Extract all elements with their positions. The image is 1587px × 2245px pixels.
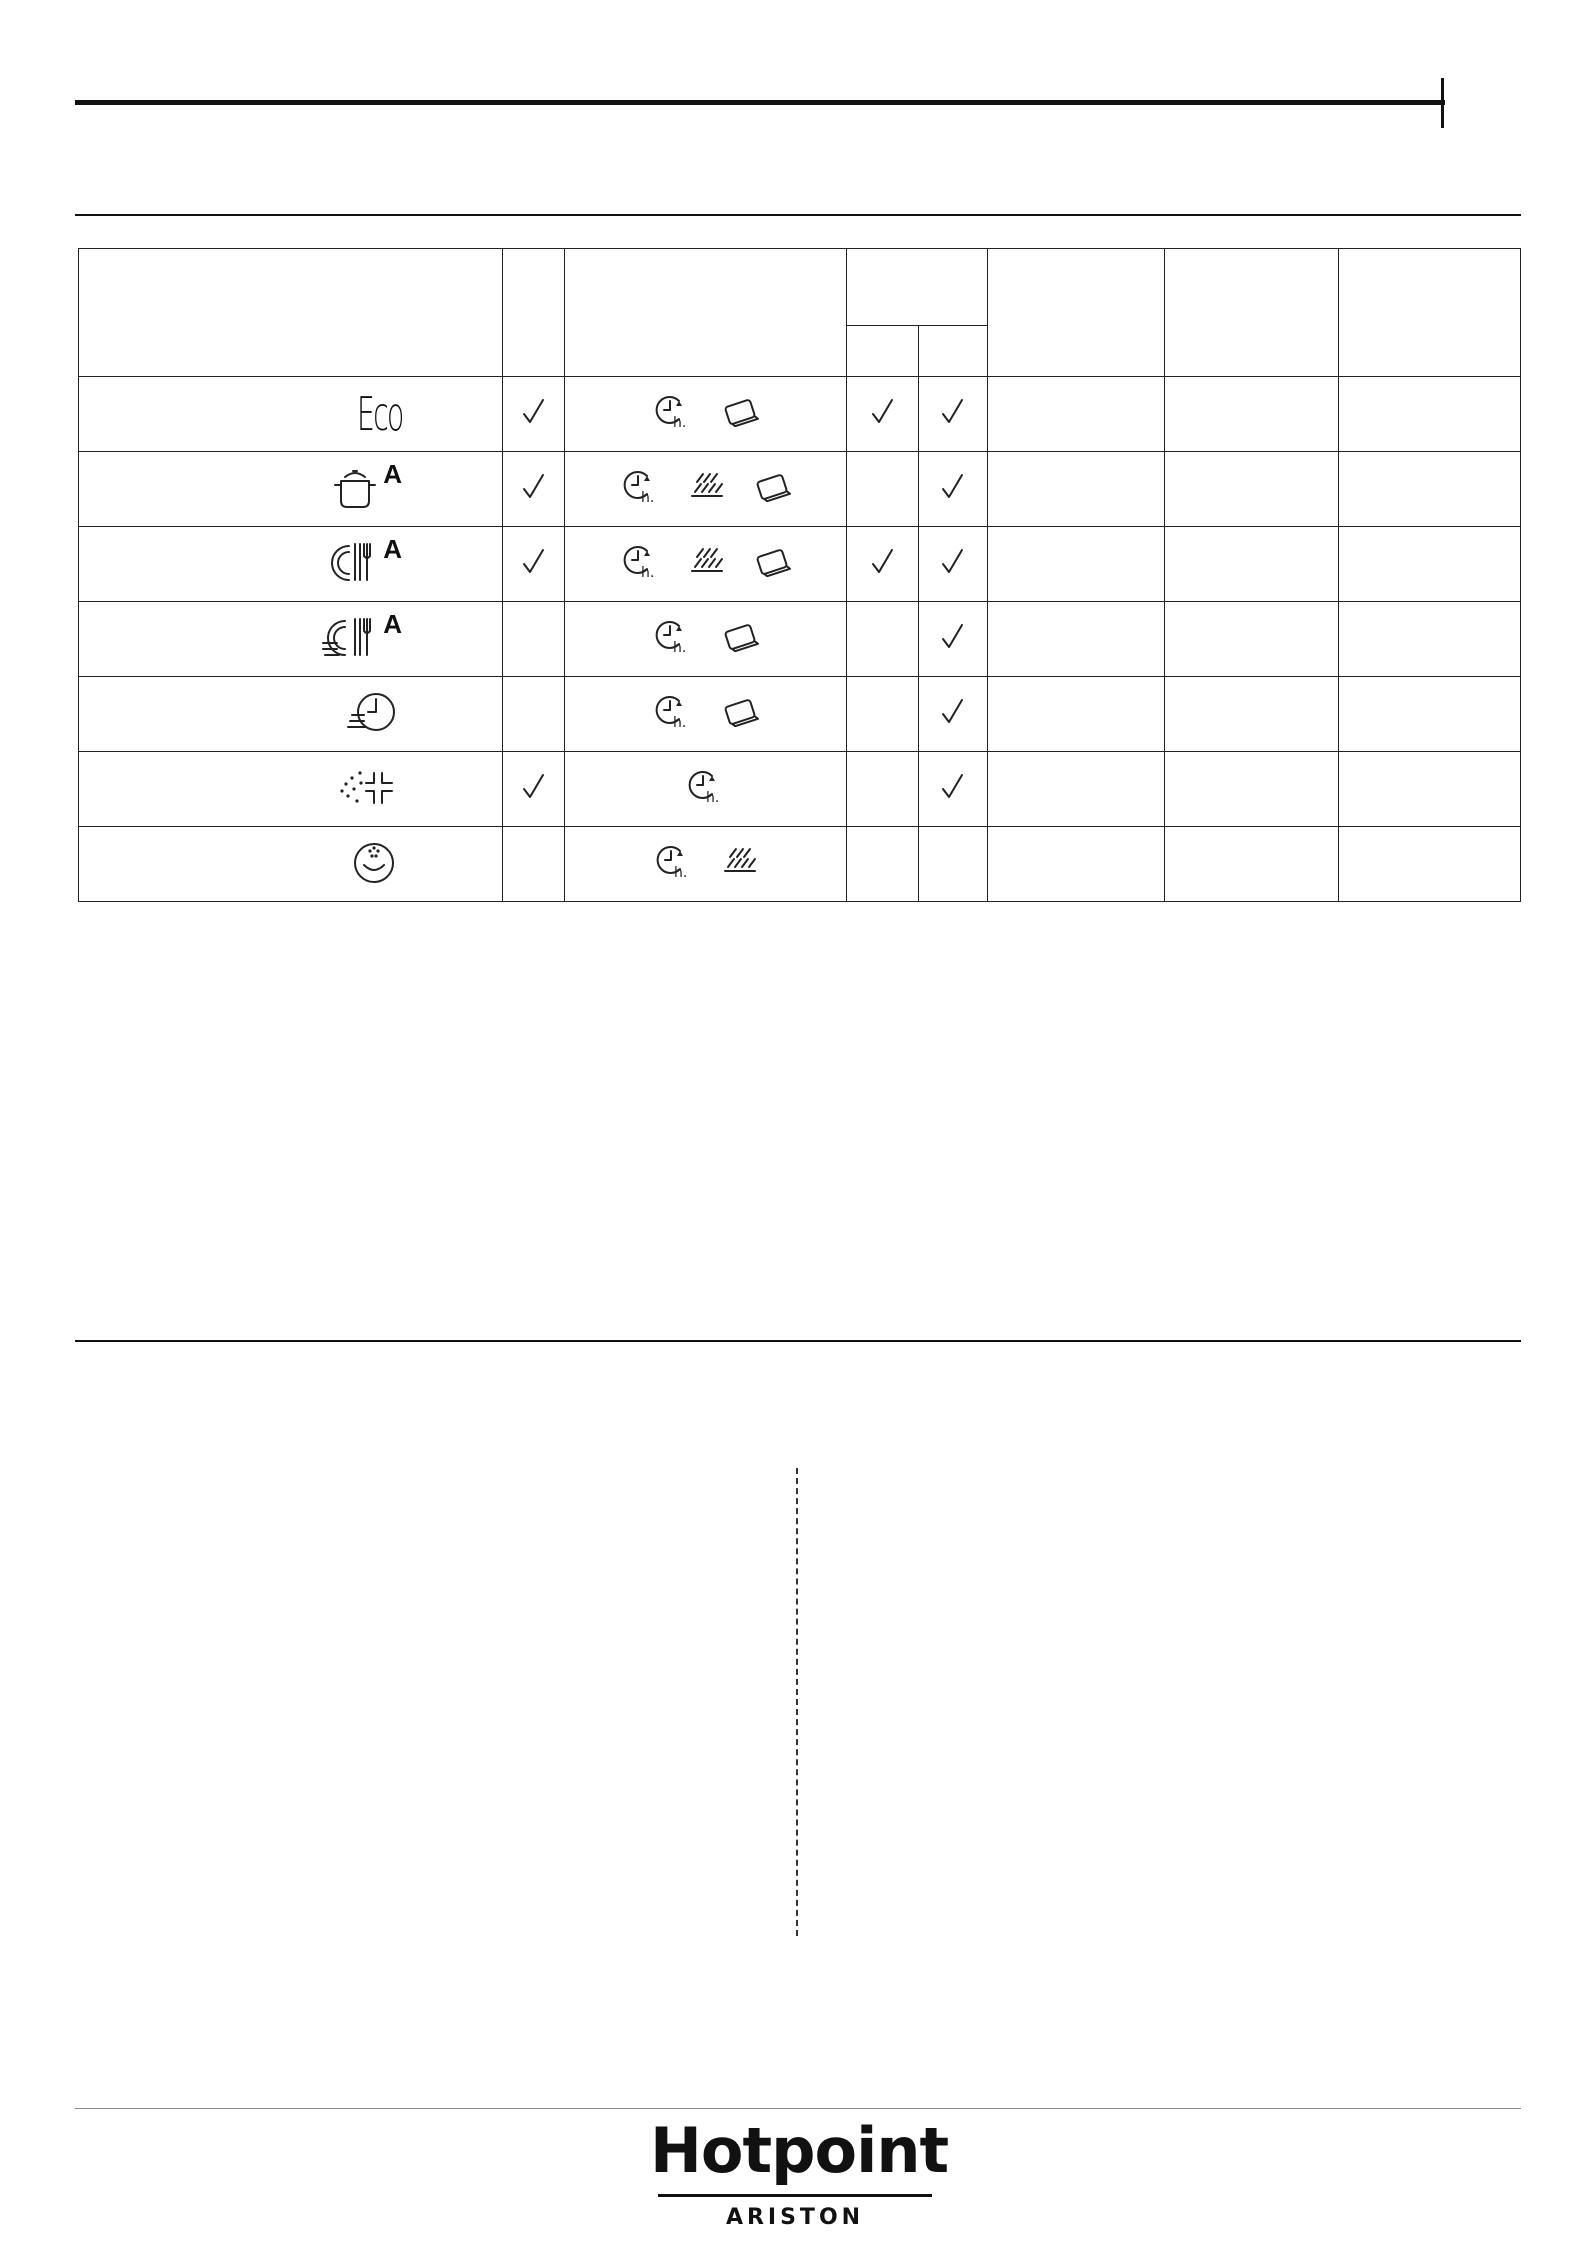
programme-cell [79, 527, 503, 602]
programme-row [79, 602, 1521, 677]
col7-cell [1339, 827, 1521, 902]
header-col5 [988, 249, 1165, 377]
programme-cell [79, 677, 503, 752]
check-icon [521, 472, 547, 502]
col7-cell [1339, 677, 1521, 752]
col6-cell [1165, 752, 1339, 827]
col4-cell [919, 602, 988, 677]
programme-symbol [329, 387, 403, 441]
col4-cell [919, 677, 988, 752]
half-load-icon [689, 472, 725, 502]
col5-cell [988, 752, 1165, 827]
check-icon [870, 397, 896, 427]
header-sub-a [847, 326, 919, 377]
col5-cell [988, 377, 1165, 452]
col4-cell [919, 527, 988, 602]
programme-row [79, 527, 1521, 602]
options-icons [653, 618, 759, 656]
delay-timer-icon [654, 843, 694, 881]
programme-cell [79, 377, 503, 452]
col3-cell [847, 752, 919, 827]
col3-cell [847, 527, 919, 602]
programme-row [79, 377, 1521, 452]
options-cell [565, 602, 847, 677]
options-cell [565, 677, 847, 752]
options-icons [621, 468, 791, 506]
tablet-icon [721, 397, 759, 427]
plate-cutlery-icon [327, 540, 379, 584]
programme-symbol [331, 458, 402, 509]
check-icon [521, 547, 547, 577]
delay-timer-icon [686, 768, 726, 806]
delay-timer-icon [621, 543, 661, 581]
footer-rule [75, 2108, 1521, 2109]
programme-symbol [336, 767, 402, 807]
options-cell [565, 452, 847, 527]
col7-cell [1339, 527, 1521, 602]
col5-cell [988, 677, 1165, 752]
col1-cell [503, 527, 565, 602]
tablet-icon [721, 622, 759, 652]
pot-icon [331, 465, 379, 509]
options-icons [686, 768, 726, 806]
header-sub-b [919, 326, 988, 377]
check-icon [940, 697, 966, 727]
check-icon [521, 772, 547, 802]
svg-text:h.: h. [640, 489, 654, 506]
svg-text:h.: h. [672, 714, 686, 731]
check-icon [940, 472, 966, 502]
col4-cell [919, 827, 988, 902]
header-group [847, 249, 988, 326]
options-icons [653, 393, 759, 431]
check-icon [940, 772, 966, 802]
col6-cell [1165, 452, 1339, 527]
col3-cell [847, 827, 919, 902]
options-cell [565, 377, 847, 452]
col1-cell [503, 677, 565, 752]
col6-cell [1165, 527, 1339, 602]
programme-cell [79, 752, 503, 827]
programme-row [79, 752, 1521, 827]
programme-cell [79, 452, 503, 527]
header-options [565, 249, 847, 377]
options-cell [565, 752, 847, 827]
options-cell [565, 527, 847, 602]
logo-bar [658, 2194, 932, 2197]
col6-cell [1165, 602, 1339, 677]
header-col6 [1165, 249, 1339, 377]
programme-symbol [321, 608, 402, 659]
rinse-icon [336, 767, 398, 807]
delay-timer-icon [653, 618, 693, 656]
section-divider-top [75, 214, 1521, 216]
col5-cell [988, 452, 1165, 527]
col1-cell [503, 752, 565, 827]
col7-cell [1339, 752, 1521, 827]
col1-cell [503, 452, 565, 527]
col1-cell [503, 827, 565, 902]
col7-cell [1339, 377, 1521, 452]
options-icons [654, 843, 758, 881]
header-row [79, 249, 1521, 326]
col1-cell [503, 602, 565, 677]
col4-cell [919, 752, 988, 827]
programme-cell [79, 602, 503, 677]
options-icons [653, 693, 759, 731]
svg-text:h.: h. [673, 864, 687, 881]
delay-timer-icon [653, 393, 693, 431]
check-icon [940, 397, 966, 427]
col6-cell [1165, 827, 1339, 902]
check-icon [870, 547, 896, 577]
col3-cell [847, 377, 919, 452]
svg-text:h.: h. [672, 414, 686, 431]
col7-cell [1339, 452, 1521, 527]
col3-cell [847, 602, 919, 677]
fast-clock-plate-icon [344, 689, 398, 735]
tablet-icon [753, 472, 791, 502]
col1-cell [503, 377, 565, 452]
check-icon [940, 622, 966, 652]
programme-suffix: A [383, 533, 402, 564]
col5-cell [988, 602, 1165, 677]
col3-cell [847, 452, 919, 527]
col6-cell [1165, 377, 1339, 452]
col3-cell [847, 677, 919, 752]
col7-cell [1339, 602, 1521, 677]
col6-cell [1165, 677, 1339, 752]
fast-plate-cutlery-icon [321, 615, 379, 659]
svg-text:h.: h. [672, 639, 686, 656]
top-rule-tick [1441, 78, 1444, 128]
programme-symbol [350, 839, 402, 885]
svg-text:h.: h. [640, 564, 654, 581]
programme-symbol [327, 533, 402, 584]
programme-suffix: A [383, 608, 402, 639]
col5-cell [988, 527, 1165, 602]
section-divider-bottom [75, 1340, 1521, 1342]
check-icon [940, 547, 966, 577]
eco-icon: Eco [356, 387, 402, 441]
half-load-icon [722, 847, 758, 877]
options-icons [621, 543, 791, 581]
programme-table-body [79, 249, 1521, 902]
programme-row [79, 677, 1521, 752]
tablet-icon [753, 547, 791, 577]
header-col1 [503, 249, 565, 377]
svg-text:h.: h. [705, 789, 719, 806]
header-programme [79, 249, 503, 377]
programme-row [79, 452, 1521, 527]
col5-cell [988, 827, 1165, 902]
header-col7 [1339, 249, 1521, 377]
half-load-icon [689, 547, 725, 577]
column-divider [796, 1468, 798, 1936]
top-rule [75, 100, 1445, 105]
delay-timer-icon [653, 693, 693, 731]
programme-table [78, 248, 1521, 902]
programme-suffix: A [383, 458, 402, 489]
programme-cell [79, 827, 503, 902]
logo-brand: Hotpoint [650, 2114, 949, 2187]
options-cell [565, 827, 847, 902]
brand-logo [650, 2114, 949, 2238]
programme-symbol [344, 689, 402, 735]
programme-row [79, 827, 1521, 902]
delay-timer-icon [621, 468, 661, 506]
col4-cell [919, 377, 988, 452]
check-icon [521, 397, 547, 427]
tablet-icon [721, 697, 759, 727]
hygiene-icon [350, 839, 398, 885]
col4-cell [919, 452, 988, 527]
logo-sub-brand: ARISTON [725, 2205, 865, 2230]
